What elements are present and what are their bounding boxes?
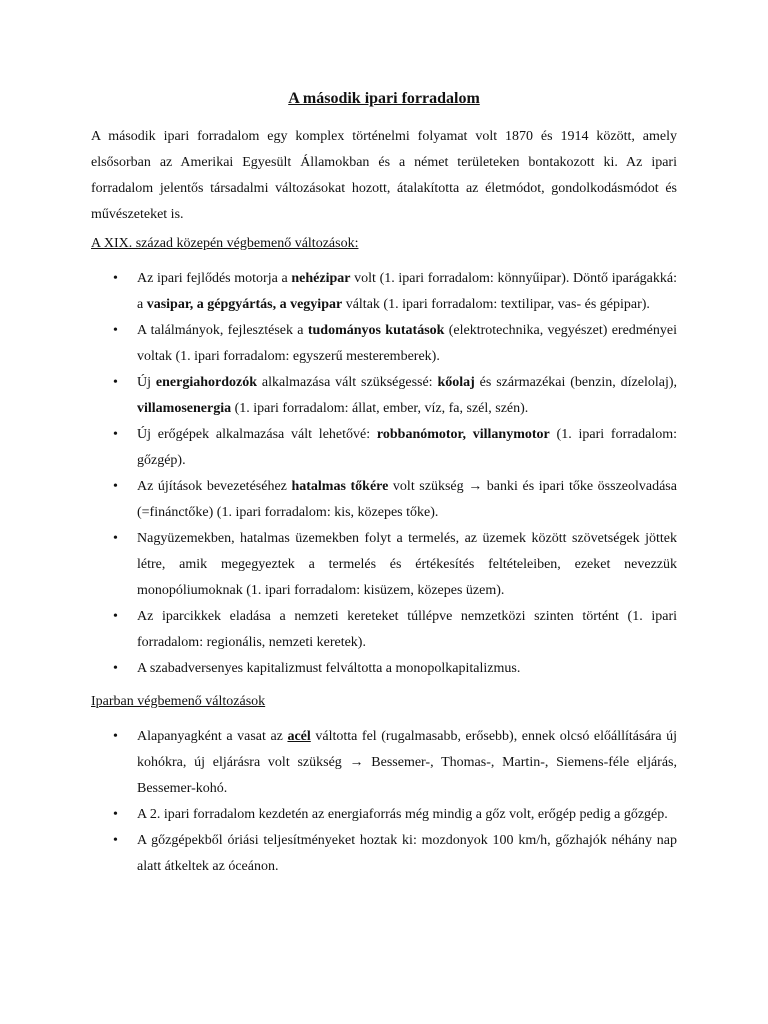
list-item bbox=[91, 422, 677, 474]
item-text: (1. ipari forradalom: gőzgép). bbox=[137, 427, 677, 468]
item-text: váltotta fel (rugalmasabb, erősebb), ennek olcsó előállítására új kohókra, új eljárásra volt szükség → Bessemer-, Thomas-, Martin-, Siemens-féle eljárás, Bessemer-kohó. bbox=[137, 729, 677, 796]
list-item bbox=[91, 604, 677, 656]
page-title: A második ipari forradalom bbox=[288, 90, 480, 107]
emphasis-text: robbanómotor, villanymotor bbox=[376, 427, 550, 442]
item-text: váltak (1. ipari forradalom: textilipar, vas- és gépipar). bbox=[342, 297, 650, 312]
bullet-list bbox=[91, 266, 677, 682]
emphasis-text: nehézipar bbox=[291, 271, 351, 286]
item-text: alkalmazása vált szükségessé: bbox=[257, 375, 438, 390]
bullet-list bbox=[91, 724, 677, 880]
emphasis-text: tudományos kutatások bbox=[307, 323, 445, 338]
item-text: és származékai (benzin, dízelolaj), bbox=[474, 375, 677, 390]
bullet-icon: • bbox=[113, 375, 118, 390]
sections-container bbox=[91, 232, 677, 880]
list-item bbox=[91, 724, 677, 802]
list-item bbox=[91, 474, 677, 526]
bullet-icon: • bbox=[113, 427, 118, 442]
item-text: A 2. ipari forradalom kezdetén az energiaforrás még mindig a gőz volt, erőgép pedig a gőzgép. bbox=[137, 807, 668, 822]
item-text: A szabadversenyes kapitalizmust felváltotta a monopolkapitalizmus. bbox=[137, 661, 521, 676]
item-text: volt (1. ipari forradalom: könnyűipar). Döntő iparágakká: a bbox=[137, 271, 677, 312]
item-text: Az ipari fejlődés motorja a bbox=[137, 271, 292, 286]
emphasis-text: acél bbox=[287, 729, 311, 744]
emphasis-text: kőolaj bbox=[437, 375, 475, 390]
item-text: Az iparcikkek eladása a nemzeti kereteket túllépve nemzetközi szinten történt (1. ipari forradalom: regionális, nemzeti keretek). bbox=[137, 609, 677, 650]
list-item bbox=[91, 318, 677, 370]
list-item bbox=[91, 526, 677, 604]
emphasis-text: villamosenergia bbox=[137, 401, 232, 416]
list-item bbox=[91, 828, 677, 880]
emphasis-text: energiahordozók bbox=[155, 375, 257, 390]
item-text: Új erőgépek alkalmazása vált lehetővé: bbox=[137, 427, 377, 442]
emphasis-text: vasipar, a gépgyártás, a vegyipar bbox=[146, 297, 343, 312]
item-text: volt szükség → banki és ipari tőke összeolvadása (=finánctőke) (1. ipari forradalom: kis, közepes tőke). bbox=[137, 479, 677, 520]
item-text: Az újítások bevezetéséhez bbox=[137, 479, 292, 494]
item-text: Új bbox=[137, 375, 156, 390]
item-text: A gőzgépekből óriási teljesítményeket hoztak ki: mozdonyok 100 km/h, gőzhajók néhány nap alatt átkeltek az óceánon. bbox=[137, 833, 677, 874]
bullet-icon: • bbox=[113, 833, 118, 848]
bullet-icon: • bbox=[113, 323, 118, 338]
item-text: (1. ipari forradalom: állat, ember, víz, fa, szél, szén). bbox=[231, 401, 529, 416]
bullet-icon: • bbox=[113, 661, 118, 676]
section-heading: Iparban végbemenő változások bbox=[91, 694, 266, 709]
bullet-icon: • bbox=[113, 479, 118, 494]
bullet-icon: • bbox=[113, 729, 118, 744]
bullet-icon: • bbox=[113, 807, 118, 822]
list-item bbox=[91, 370, 677, 422]
bullet-icon: • bbox=[113, 271, 118, 286]
intro-paragraph: A második ipari forradalom egy komplex történelmi folyamat volt 1870 és 1914 között, amely elsősorban az Amerikai Egyesült Államokban és a német területeken bontakozott ki. Az ipari forradalom jelentős társadalmi változásokat hozott, átalakította az életmódot, gondolkodásmódot és művészeteket is. bbox=[91, 129, 677, 222]
item-text: A találmányok, fejlesztések a bbox=[137, 323, 308, 338]
item-text: Alapanyagként a vasat az bbox=[137, 729, 288, 744]
list-item bbox=[91, 802, 677, 828]
item-text: (elektrotechnika, vegyészet) eredményei voltak (1. ipari forradalom: egyszerű mesteremberek). bbox=[137, 323, 678, 364]
emphasis-text: hatalmas tőkére bbox=[291, 479, 389, 494]
item-text: Nagyüzemekben, hatalmas üzemekben folyt a termelés, az üzemek között szövetségek jöttek létre, amik megegyeztek a termelés és értékesítés feltételeiben, ezeket nevezzük monopóliumoknak (1. ipari forradalom: kisüzem, közepes üzem). bbox=[137, 531, 677, 598]
section-heading: A XIX. század közepén végbemenő változások: bbox=[91, 236, 359, 251]
bullet-icon: • bbox=[113, 609, 118, 624]
list-item bbox=[91, 266, 677, 318]
list-item bbox=[91, 656, 677, 682]
bullet-icon: • bbox=[113, 531, 118, 546]
